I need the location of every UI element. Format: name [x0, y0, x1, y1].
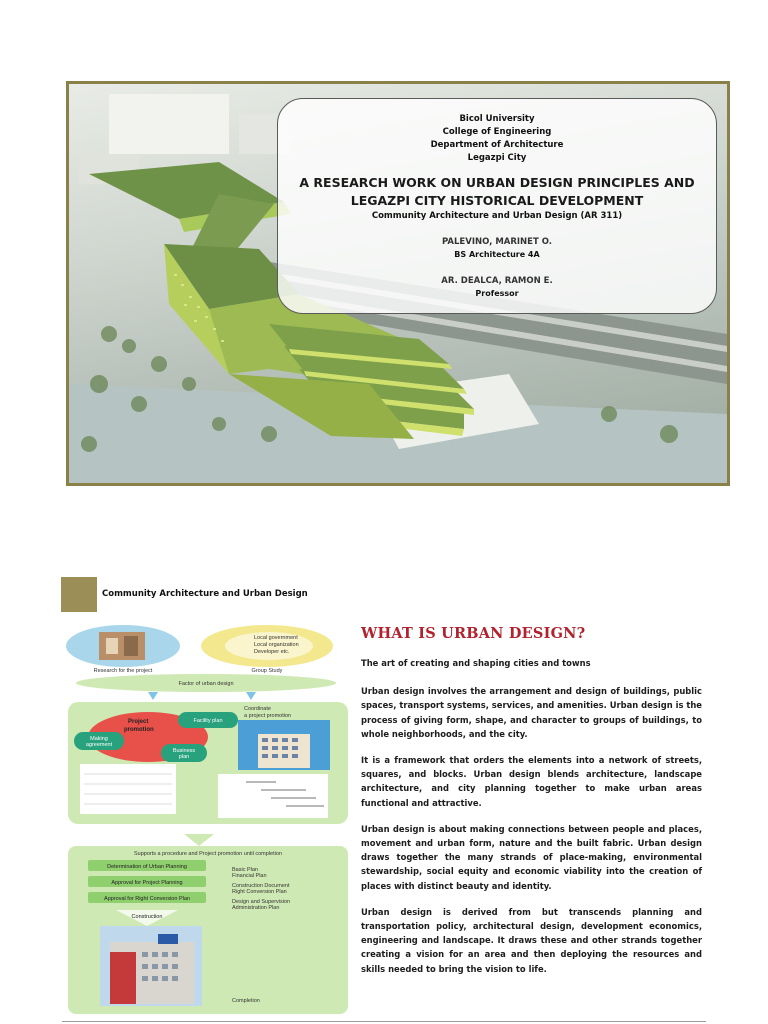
plan-3a: Design and Supervision — [232, 899, 291, 905]
article-paragraph-4: Urban design is derived from but transcends planning and transportation policy, architectural design, development economics, engineering and landscape. It draws these and other strands together creating a vision for an area and then deploying the resources and skills needed to bring the vision to life. — [361, 906, 702, 974]
group-line-2: Local organization — [254, 642, 299, 648]
article-lead: The art of creating and shaping cities and towns — [361, 658, 591, 668]
facility-label: Facility plan — [193, 718, 223, 724]
cover-student-program: BS Architecture 4A — [454, 250, 540, 259]
cover-professor-name: AR. DEALCA, RAMON E. — [441, 276, 553, 286]
research-label: Research for the project — [93, 668, 153, 674]
supports-label: Supports a procedure and Project promotion until completion — [134, 851, 282, 857]
agreement-line-1: Making — [90, 736, 108, 742]
cover-title-line2: LEGAZPI CITY HISTORICAL DEVELOPMENT — [350, 193, 644, 208]
cover-title-box — [277, 98, 717, 314]
project-line-1: Project — [128, 719, 149, 725]
cover-title-line1: A RESEARCH WORK ON URBAN DESIGN PRINCIPLES AND — [299, 175, 695, 190]
article-paragraph-3: Urban design is about making connections between people and places, movement and urban form, nature and the built fabric. Urban design draws together the many strands of place-making, environmental stewardship, social equity and economic viability into the creation of places with distinct beauty and identity. — [361, 823, 702, 891]
group-line-3: Developer etc. — [254, 649, 290, 655]
step-1-label: Determination of Urban Planning — [107, 864, 187, 870]
plan-3b: Administration Plan — [232, 905, 280, 911]
construction-label: Construction — [131, 914, 163, 920]
factor-label: Factor of urban design — [178, 681, 234, 687]
financial-table — [80, 764, 176, 814]
agreement-line-2: agreement — [85, 742, 113, 748]
plan-1a: Basic Plan — [232, 867, 258, 873]
group-line-1: Local government — [254, 635, 298, 641]
research-photo — [99, 632, 145, 660]
plan-2a: Construction Document — [232, 883, 290, 889]
urban-design-process-diagram — [66, 622, 348, 1015]
header-accent-square — [61, 577, 97, 612]
coordinate-line-1: Coordinate — [244, 706, 271, 712]
cover-student-name: PALEVINO, MARINET O. — [441, 237, 553, 247]
completion-label: Completion — [232, 998, 260, 1004]
cover-professor-role: Professor — [475, 289, 519, 298]
article-column — [361, 625, 702, 988]
business-line-2: plan — [178, 754, 190, 760]
business-line-1: Business — [172, 748, 196, 754]
page-header-label: Community Architecture and Urban Design — [102, 589, 308, 599]
coordinate-line-2: a project promotion — [244, 713, 292, 719]
cover-city: Legazpi City — [467, 153, 527, 163]
step-2-label: Approval for Project Planning — [111, 880, 183, 886]
cover-course: Community Architecture and Urban Design (AR 311) — [371, 211, 623, 221]
group-label: Group Study — [251, 668, 283, 674]
step-3-label: Approval for Right Conversion Plan — [104, 896, 190, 902]
plan-2b: Right Conversion Plan — [232, 889, 287, 895]
article-heading: WHAT IS URBAN DESIGN? — [361, 625, 586, 642]
cover-department: Department of Architecture — [430, 140, 564, 150]
bottom-divider — [62, 1021, 706, 1022]
article-paragraph-1: Urban design involves the arrangement and design of buildings, public spaces, transport systems, services, and amenities. Urban design is the process of giving form, shape, and character to groups of buildings, to whole neighborhoods, and the city. — [361, 686, 702, 739]
article-paragraph-2: It is a framework that orders the elements into a network of streets, squares, and blocks. Urban design blends architecture, landscape architecture, and city planning together to make urban areas functional and attractive. — [361, 755, 702, 808]
cover-image-frame — [66, 81, 730, 486]
plan-1b: Financial Plan — [232, 873, 267, 879]
schedule-table — [218, 774, 328, 818]
project-line-2: promotion — [124, 727, 154, 733]
cover-college: College of Engineering — [442, 127, 552, 137]
cover-university: Bicol University — [459, 114, 535, 124]
